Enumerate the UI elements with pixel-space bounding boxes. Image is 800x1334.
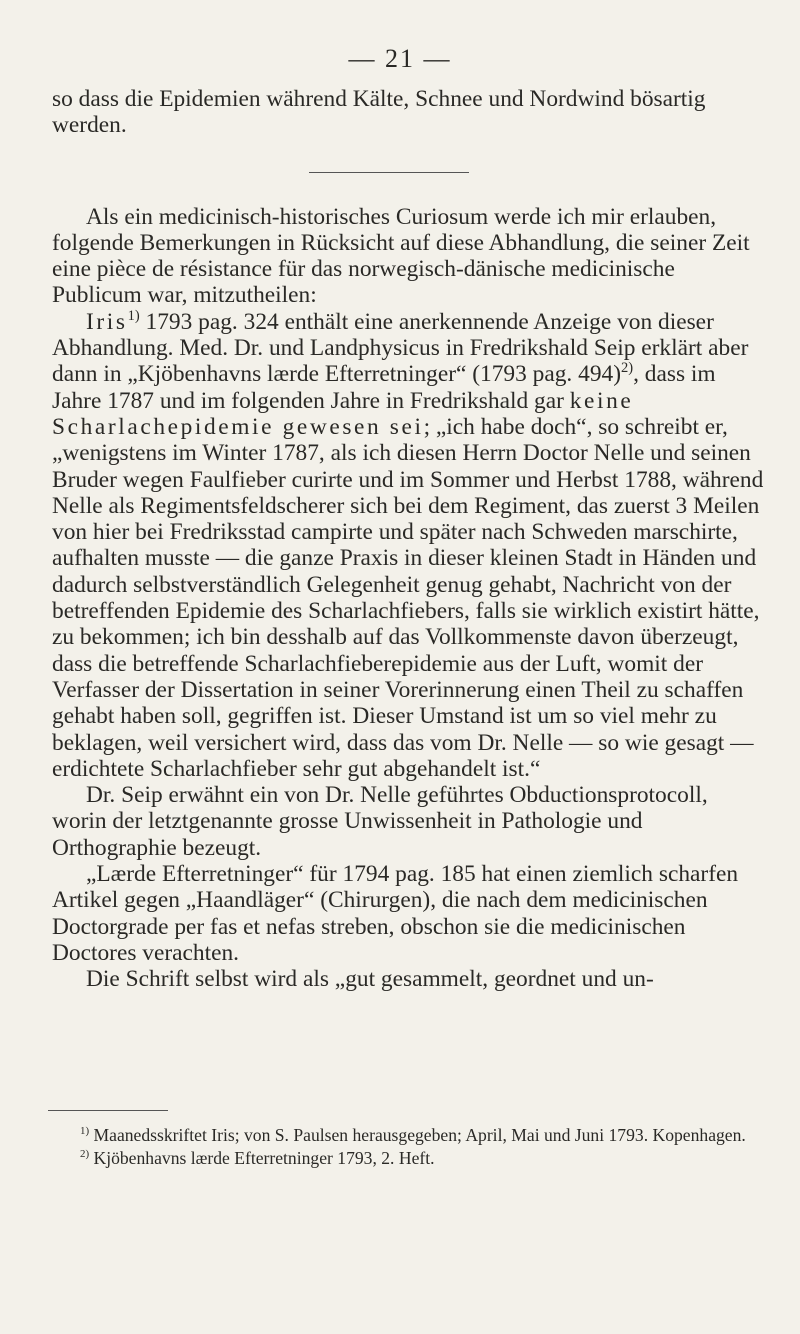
page-number: — 21 — xyxy=(348,44,452,73)
footnote-1 xyxy=(48,1124,770,1147)
footnote-marker-2: 2) xyxy=(80,1148,90,1161)
footnote-text-1: Maanedsskriftet Iris; von S. Paulsen herausgegeben; April, Mai und Juni 1793. Kopenhagen. xyxy=(89,1125,746,1145)
iris-text-part3: ; „ich habe doch“, so schreibt er, „wenigstens im Winter 1787, als ich diesen Herrn Doctor Nelle und seinen Bruder wegen Faulfieber curirte und im Sommer und Herbst 1788, während Nelle als Regimentsfeldscherer sich bei dem Regiment, das zuerst 3 Meilen von hier bei Fredriksstad campirte und später nach Schweden marschirte, aufhalten musste — die ganze Praxis in dieser kleinen Stadt in Händen und dadurch selbstverständlich Gelegenheit genug gehabt, Nachricht von der betreffenden Epidemie des Scharlachfiebers, falls sie wirklich existirt hätte, zu bekommen; ich bin desshalb auf das Vollkommenste davon überzeugt, dass die betreffende Scharlachfieberepidemie aus der Luft, womit der Verfasser der Dissertation in seiner Vorerinnerung einen Theil zu schaffen gehabt haben soll, gegriffen ist. Dieser Umstand ist um so viel mehr zu beklagen, weil versichert wird, dass das vom Dr. Nelle — so wie gesagt — erdichtete Scharlachfieber sehr gut abgehandelt ist.“ xyxy=(52,413,764,782)
seip-paragraph: Dr. Seip erwähnt ein von Dr. Nelle geführtes Obductionsprotocoll, worin der letztgenannte grosse Unwissenheit in Pathologie und Orthographie bezeugt. xyxy=(52,782,708,861)
iris-text-part1: 1793 pag. 324 enthält eine anerkennende Anzeige von dieser Abhandlung. Med. Dr. und Landphysicus in Fredrikshald Seip erklärt aber dann in „Kjöbenhavns lærde Efterretninger“ (1793 pag. 494) xyxy=(52,308,749,388)
continuation-paragraph: so dass die Epidemien während Kälte, Schnee und Nordwind bösartig werden. xyxy=(52,86,706,139)
footnote-divider xyxy=(48,1110,168,1111)
footnotes xyxy=(48,1124,770,1170)
footnote-ref-1: 1) xyxy=(127,307,140,324)
intro-paragraph: Als ein medicinisch-historisches Curiosum werde ich mir erlauben, folgende Bemerkungen in Rücksicht auf diese Abhandlung, die seiner Zeit eine pièce de résistance für das norwegisch-dänische medicinische Publicum war, mitzutheilen: xyxy=(52,203,750,309)
iris-term: Iris xyxy=(86,308,128,335)
efterretninger-paragraph: „Lærde Efterretninger“ für 1794 pag. 185 hat einen ziemlich scharfen Artikel gegen „Haandläger“ (Chirurgen), die nach dem medicinischen Doctorgrade per fas et nefas streben, obschon sie die medicinischen Doctores verachten. xyxy=(52,861,739,966)
section-divider xyxy=(309,172,469,173)
schrift-paragraph: Die Schrift selbst wird als „gut gesammelt, geordnet und un- xyxy=(86,966,654,993)
footnote-text-2: Kjöbenhavns lærde Efterretninger 1793, 2. Heft. xyxy=(89,1148,435,1168)
footnote-marker-1: 1) xyxy=(80,1125,90,1138)
iris-paragraph xyxy=(52,309,768,782)
iris-text-part2: , dass im Jahre 1787 und im folgenden Jahre in Fredrikshald gar xyxy=(52,361,716,414)
emphasized-phrase: keine Scharlachepidemie gewesen sei xyxy=(52,387,634,440)
footnote-ref-2: 2) xyxy=(621,360,634,377)
footnote-2 xyxy=(48,1147,770,1170)
main-text xyxy=(52,86,768,993)
